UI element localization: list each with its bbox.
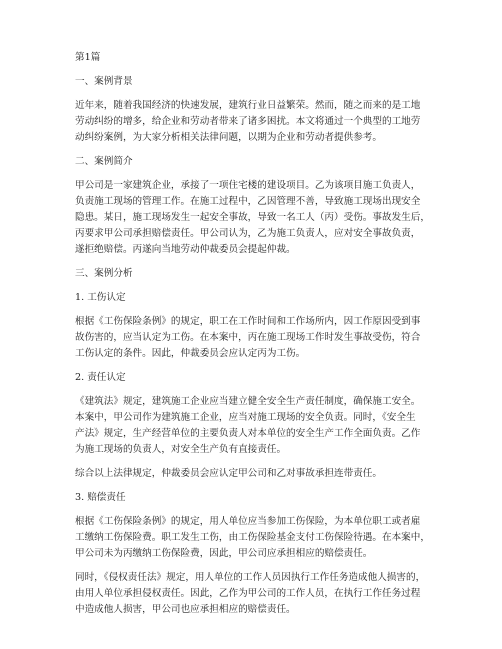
section-heading-analysis: 三、案例分析 xyxy=(75,268,133,279)
paragraph-line: 产法》规定，生产经营单位的主要负责人对本单位的安全生产工作全面负责。乙作 xyxy=(75,428,421,439)
paragraph-compensation xyxy=(75,514,440,562)
paragraph-line: 根据《工伤保险条例》的规定，用人单位应当参加工伤保险，为本单位职工或者雇 xyxy=(75,516,421,527)
paragraph-line: 工缴纳工伤保险费。职工发生工伤，由工伤保险基金支付工伤保险待遇。在本案中， xyxy=(75,532,430,543)
subheading-injury-recognition: 1. 工伤认定 xyxy=(75,292,126,303)
paragraph-summary xyxy=(75,178,440,258)
paragraph-background xyxy=(75,98,440,146)
paragraph-line: 动纠纷案例，为大家分析相关法律问题，以期为企业和劳动者提供参考。 xyxy=(75,132,382,143)
paragraph-line: 隐患。某日，施工现场发生一起安全事故，导致一名工人（丙）受伤。事故发生后， xyxy=(75,212,430,223)
paragraph-line: 中造成他人损害，甲公司也应承担相应的赔偿责任。 xyxy=(75,604,296,615)
paragraph-line: 根据《工伤保险条例》的规定，职工在工作时间和工作场所内，因工作原因受到事 xyxy=(75,316,421,327)
paragraph-injury-recognition xyxy=(75,314,440,362)
paragraph-line: 同时，《侵权责任法》规定，用人单位的工作人员因执行工作任务造成他人损害的， xyxy=(75,572,426,583)
document-body xyxy=(75,50,440,618)
paragraph-tort-liability xyxy=(75,570,440,618)
subheading-compensation: 3. 赔偿责任 xyxy=(75,492,126,503)
paragraph-line: 工伤认定的条件。因此，仲裁委员会应认定丙为工伤。 xyxy=(75,348,306,359)
paragraph-line: 由用人单位承担侵权责任。因此，乙作为甲公司的工作人员，在执行工作任务过程 xyxy=(75,588,421,599)
paragraph-line: 本案中，甲公司作为建筑施工企业，应当对施工现场的安全负责。同时，《安全生 xyxy=(75,412,416,423)
section-heading-background: 一、案例背景 xyxy=(75,76,133,87)
part-label: 第1篇 xyxy=(75,52,101,63)
paragraph-line: 甲公司未为丙缴纳工伤保险费，因此，甲公司应承担相应的赔偿责任。 xyxy=(75,548,373,559)
paragraph-line: 甲公司是一家建筑企业，承接了一项住宅楼的建设项目。乙为该项目施工负责人， xyxy=(75,180,421,191)
paragraph-line: 故伤害的，应当认定为工伤。在本案中，丙在施工现场工作时发生事故受伤，符合 xyxy=(75,332,421,343)
paragraph-liability xyxy=(75,394,440,458)
paragraph-line: 丙要求甲公司承担赔偿责任。甲公司认为，乙为施工负责人，应对安全事故负责， xyxy=(75,228,421,239)
subheading-liability: 2. 责任认定 xyxy=(75,372,126,383)
paragraph-liability-conclusion: 综合以上法律规定，仲裁委员会应认定甲公司和乙对事故承担连带责任。 xyxy=(75,468,382,479)
paragraph-line: 近年来，随着我国经济的快速发展，建筑行业日益繁荣。然而，随之而来的是工地 xyxy=(75,100,421,111)
section-heading-summary: 二、案例简介 xyxy=(75,156,133,167)
paragraph-line: 遂拒绝赔偿。丙遂向当地劳动仲裁委员会提起仲裁。 xyxy=(75,244,296,255)
paragraph-line: 《建筑法》规定，建筑施工企业应当建立健全安全生产责任制度，确保施工安全。 xyxy=(75,396,421,407)
paragraph-line: 劳动纠纷的增多，给企业和劳动者带来了诸多困扰。本文将通过一个典型的工地劳 xyxy=(75,116,421,127)
paragraph-line: 为施工现场的负责人，对安全生产负有直接责任。 xyxy=(75,444,287,455)
paragraph-line: 负责施工现场的管理工作。在施工过程中，乙因管理不善，导致施工现场出现安全 xyxy=(75,196,421,207)
